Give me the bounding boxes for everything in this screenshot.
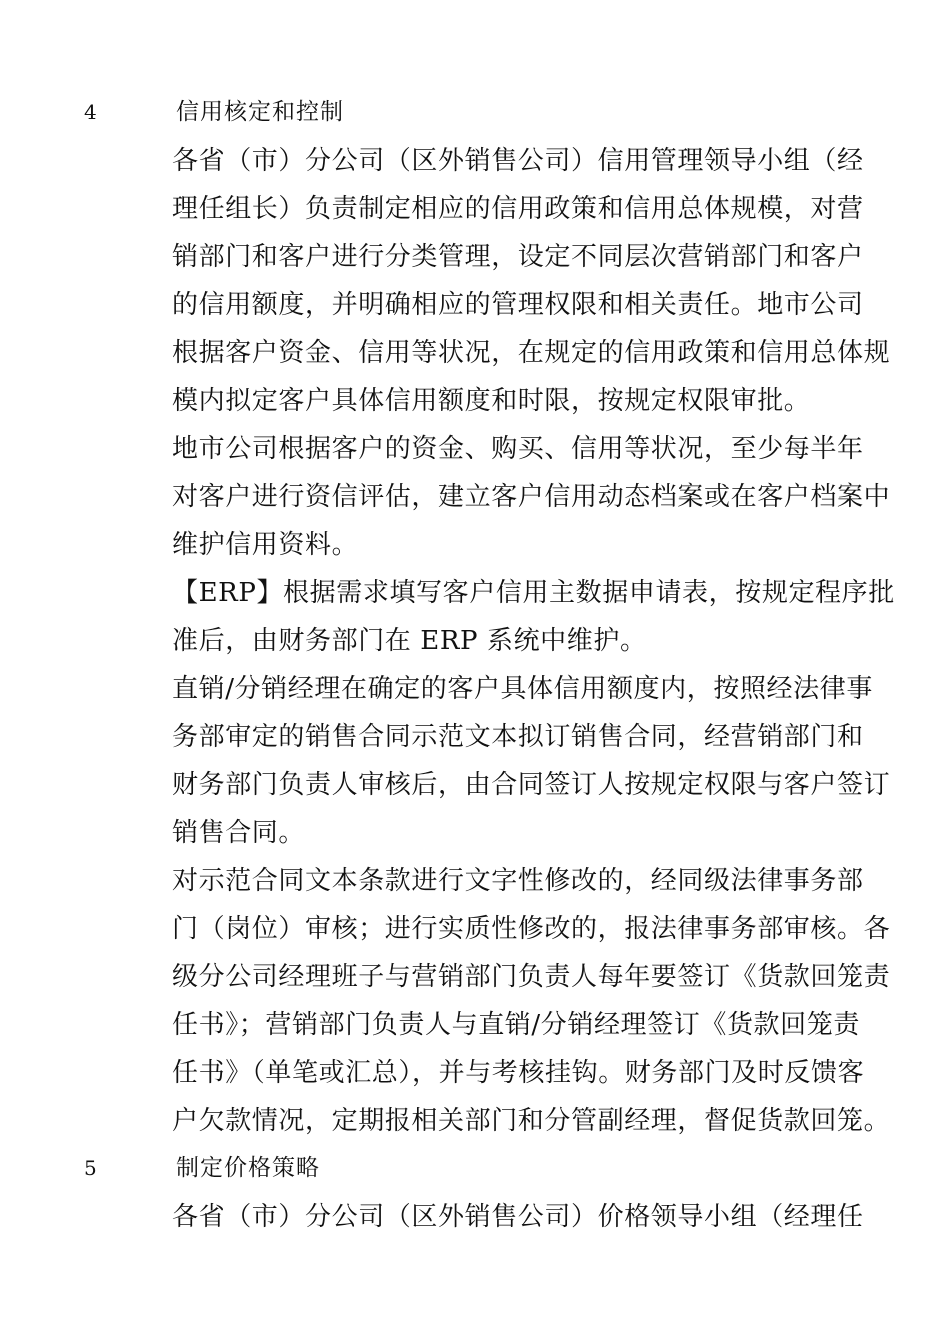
text-line: 维护信用资料。 [172, 530, 359, 560]
text-line: 对示范合同文本条款进行文字性修改的，经同级法律事务部 [172, 866, 864, 896]
section-number: 4 [84, 100, 97, 124]
text-line: 直销/分销经理在确定的客户具体信用额度内，按照经法律事 [172, 674, 873, 704]
text-line: 销部门和客户进行分类管理，设定不同层次营销部门和客户 [172, 242, 864, 272]
text-line: 各省（市）分公司（区外销售公司）信用管理领导小组（经 [172, 146, 864, 176]
text-line: 根据客户资金、信用等状况，在规定的信用政策和信用总体规 [172, 338, 891, 368]
section-heading [0, 92, 950, 132]
text-line: 对客户进行资信评估，建立客户信用动态档案或在客户档案中 [172, 482, 891, 512]
section-title: 信用核定和控制 [176, 99, 344, 125]
text-line: 级分公司经理班子与营销部门负责人每年要签订《货款回笼责 [172, 962, 891, 992]
text-line: 门（岗位）审核；进行实质性修改的，报法律事务部审核。各 [172, 914, 891, 944]
text-line: 销售合同。 [172, 818, 306, 848]
text-line: 的信用额度，并明确相应的管理权限和相关责任。地市公司 [172, 290, 864, 320]
text-line: 户欠款情况，定期报相关部门和分管副经理，督促货款回笼。 [172, 1106, 891, 1136]
text-line: 各省（市）分公司（区外销售公司）价格领导小组（经理任 [172, 1202, 864, 1232]
paragraph [172, 1193, 872, 1241]
section-title: 制定价格策略 [176, 1155, 320, 1181]
text-line: 地市公司根据客户的资金、购买、信用等状况，至少每半年 [172, 434, 864, 464]
paragraph [172, 665, 891, 857]
paragraph [172, 857, 891, 1145]
text-line: 模内拟定客户具体信用额度和时限，按规定权限审批。 [172, 386, 811, 416]
text-line: 任书》（单笔或汇总），并与考核挂钩。财务部门及时反馈客 [172, 1058, 865, 1088]
section-heading [0, 1148, 950, 1188]
paragraph [172, 137, 891, 425]
text-line: 务部审定的销售合同示范文本拟订销售合同，经营销部门和 [172, 722, 864, 752]
text-line: 【ERP】根据需求填写客户信用主数据申请表，按规定程序批 [172, 578, 895, 608]
paragraph [172, 425, 891, 569]
text-line: 财务部门负责人审核后，由合同签订人按规定权限与客户签订 [172, 770, 891, 800]
text-line: 任书》；营销部门负责人与直销/分销经理签订《货款回笼责 [172, 1010, 860, 1040]
paragraph [172, 569, 895, 665]
text-line: 理任组长）负责制定相应的信用政策和信用总体规模，对营 [172, 194, 864, 224]
section-number: 5 [84, 1156, 97, 1180]
text-line: 准后，由财务部门在 ERP 系统中维护。 [172, 626, 647, 656]
